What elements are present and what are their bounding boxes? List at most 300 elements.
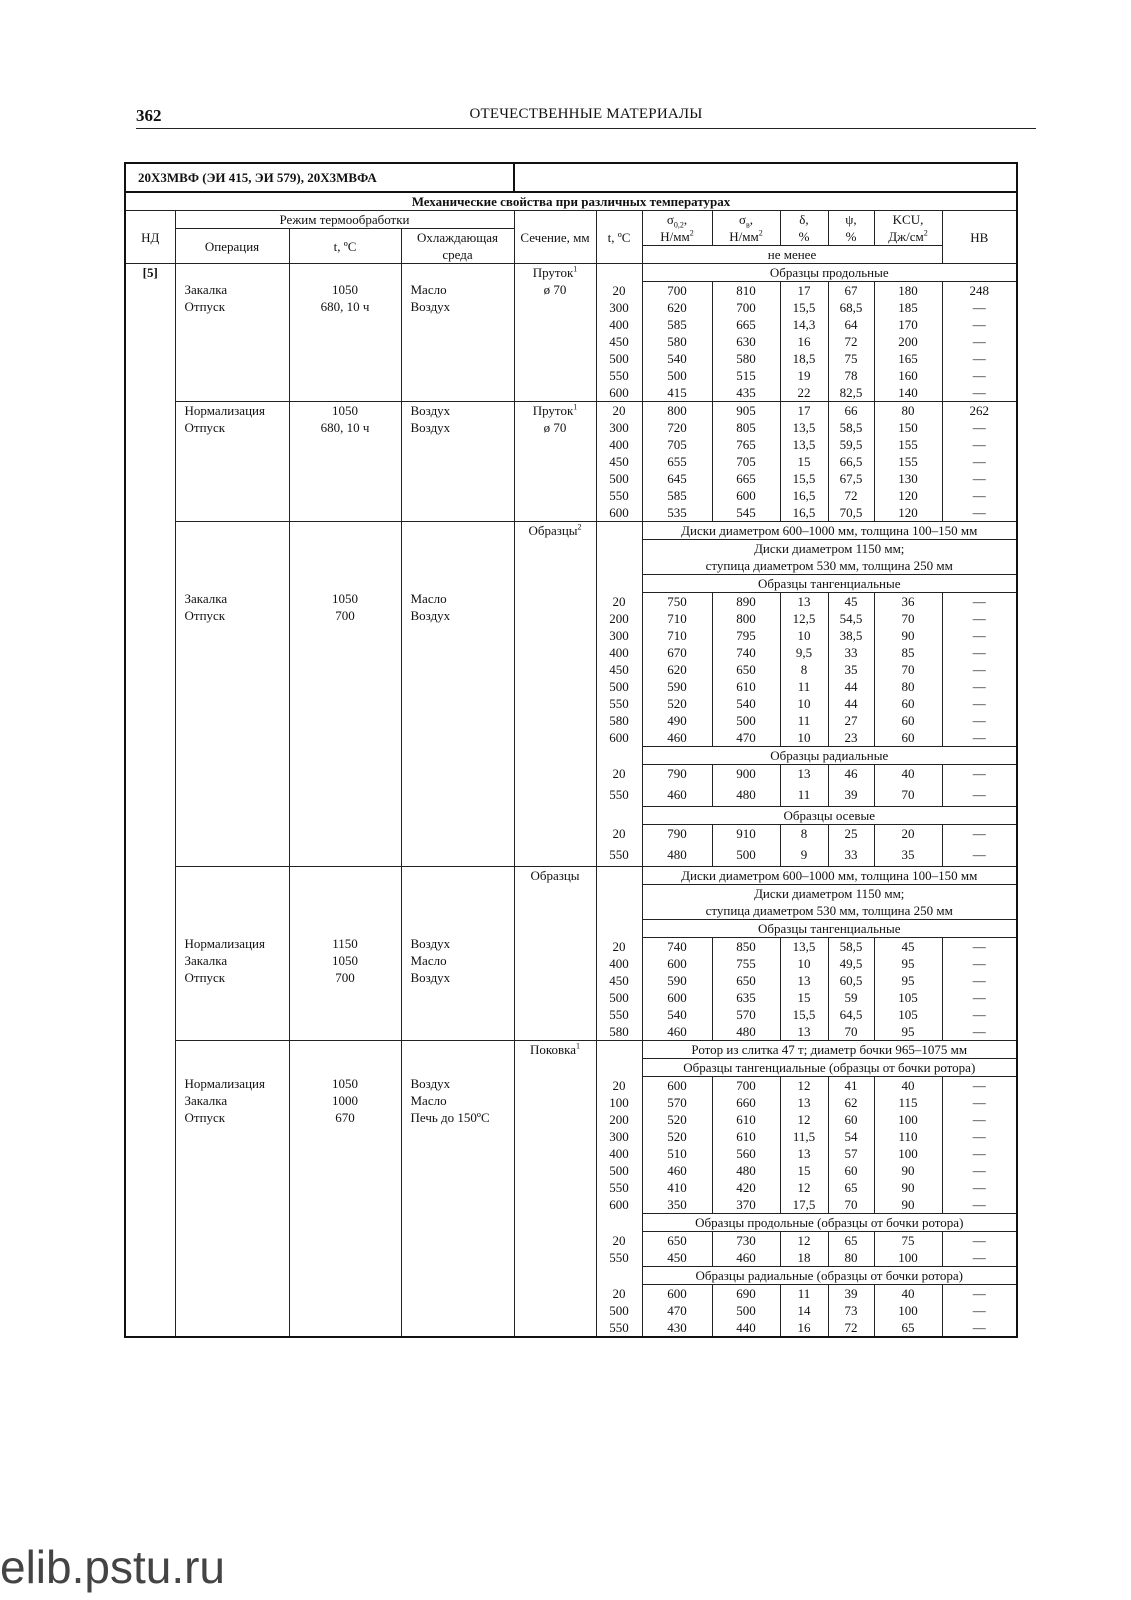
kcu-cell: 95: [874, 1023, 942, 1041]
temp-cell: 300: [596, 419, 642, 436]
running-title: ОТЕЧЕСТВЕННЫЕ МАТЕРИАЛЫ: [469, 106, 703, 122]
psi-cell: 64,5: [828, 1006, 874, 1023]
temp-cell: 300: [596, 1128, 642, 1145]
sigmab-cell: 890: [712, 593, 780, 611]
kcu-cell: 40: [874, 1285, 942, 1303]
watermark: elib.pstu.ru: [0, 1541, 226, 1593]
kcu-cell: 160: [874, 367, 942, 384]
sigmab-cell: 600: [712, 487, 780, 504]
delta-cell: 13: [780, 593, 828, 611]
sigmab-cell: 370: [712, 1196, 780, 1214]
sigma02-cell: 585: [642, 487, 712, 504]
delta-cell: 8: [780, 825, 828, 846]
delta-cell: 8: [780, 661, 828, 678]
temp-cell: [596, 867, 642, 885]
psi-cell: 72: [828, 333, 874, 350]
sigma02-cell: 740: [642, 938, 712, 956]
kcu-cell: 36: [874, 593, 942, 611]
temp-cell: [596, 1267, 642, 1285]
kcu-cell: 20: [874, 825, 942, 846]
delta-cell: 10: [780, 955, 828, 972]
sigma02-cell: 600: [642, 955, 712, 972]
delta-cell: 16: [780, 333, 828, 350]
psi-cell: 23: [828, 729, 874, 747]
psi-cell: 57: [828, 1145, 874, 1162]
sigma02-cell: 650: [642, 1232, 712, 1250]
temp-cell: 20: [596, 765, 642, 786]
hb-cell: —: [942, 350, 1017, 367]
sigma02-cell: 590: [642, 972, 712, 989]
kcu-cell: 105: [874, 989, 942, 1006]
sigma02-cell: 670: [642, 644, 712, 661]
hb-cell: —: [942, 453, 1017, 470]
delta-cell: 15: [780, 1162, 828, 1179]
hb-cell: —: [942, 1111, 1017, 1128]
note-cell: Диски диаметром 600–1000 мм, толщина 100–150 мм: [642, 522, 1017, 540]
sigma02-cell: 540: [642, 350, 712, 367]
hb-cell: —: [942, 1128, 1017, 1145]
header-sigmab: $\sigma_в$, $Н/мм^2$: [712, 211, 780, 246]
sigma02-cell: 800: [642, 402, 712, 420]
sigma02-cell: 410: [642, 1179, 712, 1196]
nd-cell: [125, 1041, 175, 1338]
hb-cell: —: [942, 470, 1017, 487]
temp-cell: 500: [596, 678, 642, 695]
psi-cell: 33: [828, 644, 874, 661]
temp-cell: 400: [596, 955, 642, 972]
sigmab-cell: 730: [712, 1232, 780, 1250]
delta-cell: 12: [780, 1077, 828, 1095]
sigmab-cell: 755: [712, 955, 780, 972]
header-t: t, ºС: [596, 211, 642, 264]
nd-cell: [125, 522, 175, 867]
header-row-1: [125, 211, 1017, 229]
kcu-cell: 45: [874, 938, 942, 956]
hb-cell: —: [942, 419, 1017, 436]
delta-cell: 12,5: [780, 610, 828, 627]
psi-cell: 39: [828, 786, 874, 807]
hb-cell: —: [942, 627, 1017, 644]
psi-cell: 78: [828, 367, 874, 384]
temp-cell: 500: [596, 350, 642, 367]
temp-cell: 400: [596, 316, 642, 333]
sigma02-cell: 450: [642, 1249, 712, 1267]
sigmab-cell: 665: [712, 470, 780, 487]
psi-cell: 72: [828, 1319, 874, 1337]
kcu-cell: 100: [874, 1302, 942, 1319]
hb-cell: —: [942, 299, 1017, 316]
nd-cell: [125, 867, 175, 1041]
kcu-cell: 95: [874, 972, 942, 989]
delta-cell: 12: [780, 1232, 828, 1250]
delta-cell: 17,5: [780, 1196, 828, 1214]
temp-cell: 600: [596, 384, 642, 402]
header-not-less: не менее: [642, 246, 942, 264]
kcu-cell: 60: [874, 729, 942, 747]
temp-cell: 550: [596, 1006, 642, 1023]
kcu-cell: 95: [874, 955, 942, 972]
temp-cell: 600: [596, 504, 642, 522]
temp-cell: [596, 540, 642, 558]
page-number: 362: [136, 106, 162, 125]
delta-cell: 11: [780, 1285, 828, 1303]
hb-cell: —: [942, 1094, 1017, 1111]
sigmab-cell: 545: [712, 504, 780, 522]
kcu-cell: 60: [874, 712, 942, 729]
psi-cell: 44: [828, 678, 874, 695]
sigmab-cell: 905: [712, 402, 780, 420]
kcu-cell: 115: [874, 1094, 942, 1111]
psi-cell: 44: [828, 695, 874, 712]
table-row: [125, 1041, 1017, 1059]
kcu-cell: 60: [874, 695, 942, 712]
hb-cell: —: [942, 1196, 1017, 1214]
temp-cell: 550: [596, 1179, 642, 1196]
sigmab-cell: 460: [712, 1249, 780, 1267]
note-cell: Диски диаметром 1150 мм;: [642, 540, 1017, 558]
psi-cell: 67,5: [828, 470, 874, 487]
header-section: Сечение, мм: [514, 211, 596, 264]
kcu-cell: 170: [874, 316, 942, 333]
hb-cell: —: [942, 1077, 1017, 1095]
sigmab-cell: 910: [712, 825, 780, 846]
sigmab-cell: 805: [712, 419, 780, 436]
hb-cell: —: [942, 1302, 1017, 1319]
temp-cell: [596, 264, 642, 282]
delta-cell: 14,3: [780, 316, 828, 333]
psi-cell: 39: [828, 1285, 874, 1303]
temp-cell: [596, 575, 642, 593]
cooling-cell: Масло Воздух: [401, 522, 514, 867]
kcu-cell: 85: [874, 644, 942, 661]
kcu-cell: 40: [874, 1077, 942, 1095]
psi-cell: 59: [828, 989, 874, 1006]
temp-cell: [596, 1041, 642, 1059]
temp-cell: 20: [596, 1077, 642, 1095]
header-psi: ψ, %: [828, 211, 874, 246]
delta-cell: 18: [780, 1249, 828, 1267]
temp-cell: 450: [596, 661, 642, 678]
hb-cell: —: [942, 1319, 1017, 1337]
sigma02-cell: 600: [642, 1077, 712, 1095]
note-cell: ступица диаметром 530 мм, толщина 250 мм: [642, 902, 1017, 920]
sigma02-cell: 480: [642, 846, 712, 867]
kcu-cell: 65: [874, 1319, 942, 1337]
temperature-cell: 1050 700: [289, 522, 401, 867]
cooling-cell: Воздух Масло Воздух: [401, 867, 514, 1041]
psi-cell: 67: [828, 282, 874, 300]
temp-cell: 20: [596, 825, 642, 846]
hb-cell: —: [942, 938, 1017, 956]
delta-cell: 10: [780, 695, 828, 712]
delta-cell: 16,5: [780, 504, 828, 522]
sigma02-cell: 720: [642, 419, 712, 436]
temp-cell: [596, 557, 642, 575]
temp-cell: 300: [596, 627, 642, 644]
table-row: [125, 867, 1017, 885]
sigmab-cell: 435: [712, 384, 780, 402]
temp-cell: [596, 1059, 642, 1077]
sigmab-cell: 540: [712, 695, 780, 712]
delta-cell: 17: [780, 282, 828, 300]
operation-cell: Закалка Отпуск: [175, 264, 289, 402]
hb-cell: —: [942, 989, 1017, 1006]
kcu-cell: 75: [874, 1232, 942, 1250]
temp-cell: 400: [596, 1145, 642, 1162]
sigmab-cell: 665: [712, 316, 780, 333]
sigma02-cell: 460: [642, 1162, 712, 1179]
temp-cell: [596, 807, 642, 825]
hb-cell: —: [942, 729, 1017, 747]
sigma02-cell: 350: [642, 1196, 712, 1214]
sigmab-cell: 650: [712, 972, 780, 989]
sigma02-cell: 490: [642, 712, 712, 729]
temp-cell: 20: [596, 1285, 642, 1303]
block-title: Образцы осевые: [642, 807, 1017, 825]
sigmab-cell: 560: [712, 1145, 780, 1162]
sigmab-cell: 420: [712, 1179, 780, 1196]
header-temp: t, ºС: [289, 229, 401, 264]
sigma02-cell: 600: [642, 1285, 712, 1303]
sigma02-cell: 620: [642, 299, 712, 316]
psi-cell: 72: [828, 487, 874, 504]
psi-cell: 46: [828, 765, 874, 786]
hb-cell: —: [942, 695, 1017, 712]
block-title: Образцы продольные (образцы от бочки ротора): [642, 1214, 1017, 1232]
section-cell: Образцы: [514, 867, 596, 1041]
sigma02-cell: 790: [642, 765, 712, 786]
delta-cell: 10: [780, 627, 828, 644]
sigmab-cell: 610: [712, 1128, 780, 1145]
delta-cell: 16,5: [780, 487, 828, 504]
psi-cell: 54: [828, 1128, 874, 1145]
hb-cell: —: [942, 661, 1017, 678]
psi-cell: 62: [828, 1094, 874, 1111]
block-title: Образцы тангенциальные (образцы от бочки ротора): [642, 1059, 1017, 1077]
sigmab-cell: 660: [712, 1094, 780, 1111]
kcu-cell: 70: [874, 610, 942, 627]
sigmab-cell: 700: [712, 299, 780, 316]
psi-cell: 38,5: [828, 627, 874, 644]
temp-cell: 550: [596, 846, 642, 867]
psi-cell: 60: [828, 1111, 874, 1128]
temp-cell: 550: [596, 367, 642, 384]
sigma02-cell: 790: [642, 825, 712, 846]
block-title: Образцы радиальные (образцы от бочки ротора): [642, 1267, 1017, 1285]
temp-cell: [596, 885, 642, 903]
sigma02-cell: 645: [642, 470, 712, 487]
temp-cell: 550: [596, 1249, 642, 1267]
sigma02-cell: 570: [642, 1094, 712, 1111]
kcu-cell: 185: [874, 299, 942, 316]
delta-cell: 13,5: [780, 938, 828, 956]
hb-cell: —: [942, 1162, 1017, 1179]
temp-cell: 550: [596, 695, 642, 712]
sigmab-cell: 810: [712, 282, 780, 300]
nd-cell: [125, 402, 175, 522]
sigmab-cell: 740: [712, 644, 780, 661]
kcu-cell: 110: [874, 1128, 942, 1145]
delta-cell: 11: [780, 712, 828, 729]
hb-cell: 262: [942, 402, 1017, 420]
psi-cell: 82,5: [828, 384, 874, 402]
sigmab-cell: 800: [712, 610, 780, 627]
temp-cell: 580: [596, 712, 642, 729]
temp-cell: [596, 1214, 642, 1232]
kcu-cell: 105: [874, 1006, 942, 1023]
sigma02-cell: 535: [642, 504, 712, 522]
temp-cell: 550: [596, 786, 642, 807]
delta-cell: 13: [780, 972, 828, 989]
hb-cell: —: [942, 1249, 1017, 1267]
sigmab-cell: 440: [712, 1319, 780, 1337]
psi-cell: 75: [828, 350, 874, 367]
kcu-cell: 130: [874, 470, 942, 487]
kcu-cell: 165: [874, 350, 942, 367]
header-operation: Операция: [175, 229, 289, 264]
psi-cell: 73: [828, 1302, 874, 1319]
header-sigma02: $\sigma_{0,2}$, $Н/мм^2$: [642, 211, 712, 246]
sigma02-cell: 470: [642, 1302, 712, 1319]
temp-cell: [596, 522, 642, 540]
temperature-cell: 1050 680, 10 ч: [289, 264, 401, 402]
kcu-cell: 180: [874, 282, 942, 300]
kcu-cell: 90: [874, 1162, 942, 1179]
delta-cell: 15,5: [780, 299, 828, 316]
delta-cell: 16: [780, 1319, 828, 1337]
temp-cell: 450: [596, 333, 642, 350]
caption-row: [125, 192, 1017, 211]
operation-cell: Нормализация Закалка Отпуск: [175, 1041, 289, 1338]
hb-cell: —: [942, 436, 1017, 453]
sigmab-cell: 500: [712, 712, 780, 729]
hb-cell: 248: [942, 282, 1017, 300]
delta-cell: 15: [780, 989, 828, 1006]
temp-cell: [596, 747, 642, 765]
hb-cell: —: [942, 367, 1017, 384]
note-cell: ступица диаметром 530 мм, толщина 250 мм: [642, 557, 1017, 575]
header-delta: δ, %: [780, 211, 828, 246]
temperature-cell: 1050 1000 670: [289, 1041, 401, 1338]
sigmab-cell: 570: [712, 1006, 780, 1023]
hb-cell: —: [942, 316, 1017, 333]
psi-cell: 66: [828, 402, 874, 420]
delta-cell: 13: [780, 1145, 828, 1162]
sigmab-cell: 630: [712, 333, 780, 350]
temp-cell: 600: [596, 729, 642, 747]
delta-cell: 12: [780, 1179, 828, 1196]
header-cooling: Охлаждающая среда: [401, 229, 514, 264]
psi-cell: 80: [828, 1249, 874, 1267]
sigmab-cell: 795: [712, 627, 780, 644]
block-title: Образцы тангенциальные: [642, 575, 1017, 593]
temp-cell: [596, 920, 642, 938]
temp-cell: 400: [596, 644, 642, 661]
note-cell: Диски диаметром 1150 мм;: [642, 885, 1017, 903]
note-cell: Диски диаметром 600–1000 мм, толщина 100–150 мм: [642, 867, 1017, 885]
kcu-cell: 120: [874, 504, 942, 522]
sigma02-cell: 460: [642, 1023, 712, 1041]
operation-cell: Закалка Отпуск: [175, 522, 289, 867]
psi-cell: 58,5: [828, 419, 874, 436]
psi-cell: 60,5: [828, 972, 874, 989]
delta-cell: 11,5: [780, 1128, 828, 1145]
temp-cell: 20: [596, 282, 642, 300]
temp-cell: 500: [596, 989, 642, 1006]
section-cell: Пруток$^1$ ø 70: [514, 264, 596, 402]
temperature-cell: 1050 680, 10 ч: [289, 402, 401, 522]
kcu-cell: 80: [874, 678, 942, 695]
sigma02-cell: 510: [642, 1145, 712, 1162]
table-caption: Механические свойства при различных температурах: [125, 192, 1017, 211]
section-cell: Образцы$^2$: [514, 522, 596, 867]
sigmab-cell: 480: [712, 786, 780, 807]
delta-cell: 19: [780, 367, 828, 384]
sigmab-cell: 480: [712, 1162, 780, 1179]
header-heat-mode: Режим термообработки: [175, 211, 514, 229]
temp-cell: 500: [596, 1302, 642, 1319]
temperature-cell: 1150 1050 700: [289, 867, 401, 1041]
delta-cell: 18,5: [780, 350, 828, 367]
psi-cell: 54,5: [828, 610, 874, 627]
hb-cell: —: [942, 825, 1017, 846]
sigma02-cell: 430: [642, 1319, 712, 1337]
hb-cell: —: [942, 1006, 1017, 1023]
sigmab-cell: 500: [712, 846, 780, 867]
temp-cell: 20: [596, 1232, 642, 1250]
hb-cell: —: [942, 846, 1017, 867]
nd-cell: [5]: [125, 264, 175, 402]
section-cell: Пруток$^1$ ø 70: [514, 402, 596, 522]
hb-cell: —: [942, 593, 1017, 611]
delta-cell: 17: [780, 402, 828, 420]
hb-cell: —: [942, 1023, 1017, 1041]
kcu-cell: 140: [874, 384, 942, 402]
temp-cell: 450: [596, 972, 642, 989]
delta-cell: 13: [780, 1023, 828, 1041]
cooling-cell: Воздух Масло Печь до 150ºС: [401, 1041, 514, 1338]
header-kcu: KCU, $Дж/см^2$: [874, 211, 942, 246]
temp-cell: [596, 902, 642, 920]
temp-cell: 500: [596, 1162, 642, 1179]
hb-cell: —: [942, 487, 1017, 504]
hb-cell: —: [942, 972, 1017, 989]
delta-cell: 13,5: [780, 419, 828, 436]
operation-cell: Нормализация Отпуск: [175, 402, 289, 522]
hb-cell: —: [942, 1232, 1017, 1250]
sigma02-cell: 600: [642, 989, 712, 1006]
cooling-cell: Воздух Воздух: [401, 402, 514, 522]
psi-cell: 59,5: [828, 436, 874, 453]
sigmab-cell: 635: [712, 989, 780, 1006]
delta-cell: 11: [780, 786, 828, 807]
sigma02-cell: 540: [642, 1006, 712, 1023]
material-row: [125, 163, 1017, 192]
temp-cell: 500: [596, 470, 642, 487]
kcu-cell: 80: [874, 402, 942, 420]
material-name: 20Х3МВФ (ЭИ 415, ЭИ 579), 20Х3МВФА: [125, 163, 514, 192]
hb-cell: —: [942, 786, 1017, 807]
hb-cell: —: [942, 1179, 1017, 1196]
sigma02-cell: 620: [642, 661, 712, 678]
hb-cell: —: [942, 504, 1017, 522]
block-title: Образцы радиальные: [642, 747, 1017, 765]
sigmab-cell: 765: [712, 436, 780, 453]
delta-cell: 15: [780, 453, 828, 470]
kcu-cell: 35: [874, 846, 942, 867]
temp-cell: 100: [596, 1094, 642, 1111]
psi-cell: 49,5: [828, 955, 874, 972]
